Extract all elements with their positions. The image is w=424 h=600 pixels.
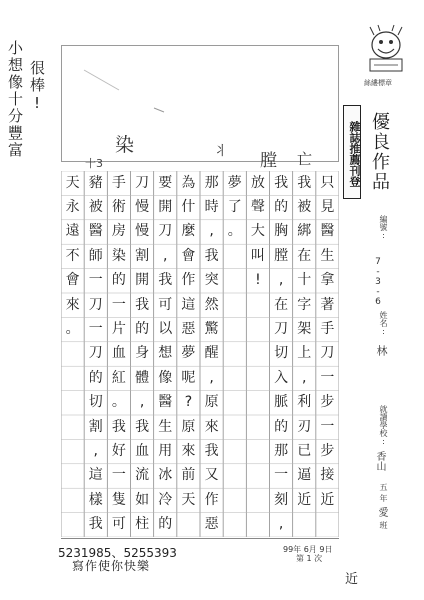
grid-char: 時 (204, 199, 219, 216)
grid-char: 來 (65, 296, 80, 313)
grid-char: 突 (204, 272, 219, 289)
grid-char: 接 (320, 467, 335, 484)
grid-char: 永 (65, 199, 80, 216)
grid-char: 逼 (297, 467, 312, 484)
grid-char: , (163, 247, 168, 264)
grid-char: 麼 (181, 223, 196, 240)
grid-char: 身 (135, 345, 150, 362)
grid-char: 步 (320, 394, 335, 411)
grid-char: 利 (297, 394, 312, 411)
grid-char: , (93, 443, 98, 460)
grid-char: 見 (320, 199, 335, 216)
grid-char: 切 (274, 345, 289, 362)
grid-char: ! (255, 272, 261, 289)
grid-char: 片 (111, 321, 126, 338)
grid-char: 架 (297, 321, 312, 338)
contact-phone: 5231985、5255393 (58, 546, 177, 560)
grade-label: 年 (379, 494, 388, 502)
grid-char: 手 (111, 174, 126, 191)
grid-char: 惡 (181, 321, 196, 338)
grid-char: 的 (158, 516, 173, 533)
grid-char: 我 (88, 516, 103, 533)
stamp-logo-icon (364, 23, 408, 75)
grid-char: 天 (181, 491, 196, 508)
teacher-comment (4, 40, 26, 159)
pencil-scribble (79, 60, 279, 120)
grid-char: 會 (181, 247, 196, 264)
grid-char: 惡 (204, 516, 219, 533)
handwritten-title-4: 亡 (297, 150, 313, 168)
grid-char: 為 (181, 174, 196, 191)
class-value: 愛 (376, 507, 387, 517)
grid-char: 用 (158, 443, 173, 460)
grid-char: 了 (227, 199, 242, 216)
stamp-label: 絲縷標章 (364, 79, 392, 87)
grid-char: 驚 (204, 321, 219, 338)
grid-char: 作 (181, 272, 196, 289)
grid-char: 的 (88, 369, 103, 386)
grid-char: 割 (88, 418, 103, 435)
grid-char: 放 (250, 174, 265, 191)
grid-char: , (139, 394, 145, 411)
grid-char: 我 (297, 174, 312, 191)
grid-char: 那 (204, 174, 219, 191)
grid-char: 只 (320, 174, 335, 191)
grid-char: 一 (274, 467, 289, 484)
teacher-comment-praise (26, 60, 48, 114)
grid-char: 的 (135, 321, 150, 338)
grid-char: 遠 (65, 223, 80, 240)
grid-char: , (278, 516, 284, 533)
grid-char: 步 (320, 443, 335, 460)
grid-char: 來 (181, 443, 196, 460)
grid-char: 夢 (181, 345, 196, 362)
grid-char: 刀 (320, 345, 335, 362)
grid-char: 豬 (88, 174, 103, 191)
grade-value: 五 (379, 483, 388, 491)
school-value: 香山 (374, 451, 385, 471)
grid-char: 醒 (204, 345, 219, 362)
side-info (373, 215, 418, 545)
grid-bottom-rule (61, 538, 339, 539)
grid-char: 冷 (158, 491, 173, 508)
grid-char: 刀 (274, 321, 289, 338)
grid-char: 上 (297, 345, 312, 362)
grid-char: 血 (111, 345, 126, 362)
grid-char: 在 (297, 247, 312, 264)
grid-char: 。 (227, 223, 242, 240)
award-title: 優良作品 (369, 112, 390, 192)
grid-char: 前 (181, 467, 196, 484)
grid-char: 胸 (274, 223, 289, 240)
grid-char: 會 (65, 272, 80, 289)
grid-char: 入 (274, 369, 289, 386)
grid-char: ? (184, 394, 193, 411)
grid-char: 不 (65, 247, 80, 264)
grid-char: 什 (181, 199, 196, 216)
date-line: 99年 6月 9日 (283, 545, 333, 554)
teacher-comment-line-1: 小想像十分豐富 (6, 40, 24, 159)
handwritten-title-1: 染 (115, 134, 136, 156)
name-label: 姓名: (379, 311, 388, 336)
grid-char: 刀 (88, 296, 103, 313)
grid-char: 聲 (250, 199, 265, 216)
grid-char: 原 (181, 418, 196, 435)
teacher-comment-line-2: 很棒! (28, 60, 46, 114)
grid-char: 刃 (297, 418, 312, 435)
grid-char: 拿 (320, 272, 335, 289)
grid-char: 的 (274, 418, 289, 435)
grid-char: 好 (111, 443, 126, 460)
grid-char: 。 (111, 394, 126, 411)
grid-char: 醫 (88, 223, 103, 240)
grid-char: 術 (111, 199, 126, 216)
grid-char: 字 (297, 296, 312, 313)
grid-char: 像 (158, 369, 173, 386)
grid-char: 紅 (111, 369, 126, 386)
footer-handwritten-note: 近 (345, 572, 359, 587)
school-label: 就讀學校: (379, 405, 388, 446)
grid-char: , (209, 223, 214, 240)
grid-char: 刀 (158, 223, 173, 240)
grid-char: 一 (111, 296, 126, 313)
grid-char: 隻 (111, 491, 126, 508)
handwritten-title-3: 膛 (260, 151, 277, 171)
writing-grid (61, 171, 339, 537)
grid-char: 我 (204, 443, 219, 460)
grid-char: 的 (111, 272, 126, 289)
grid-char: 醫 (158, 394, 173, 411)
grid-char: 手 (320, 321, 335, 338)
grid-char: 柱 (135, 516, 150, 533)
grid-char: 刀 (88, 345, 103, 362)
grid-char: , (278, 272, 284, 289)
grid-char: 近 (320, 491, 335, 508)
grid-char: 血 (135, 443, 150, 460)
grid-char: 以 (158, 321, 173, 338)
grid-char: 被 (297, 199, 312, 216)
number-value: 7-3-6 (373, 257, 383, 307)
grid-char: , (302, 369, 307, 386)
grid-char: 我 (274, 174, 289, 191)
grid-char: 我 (204, 247, 219, 264)
grid-char: 十 (297, 272, 312, 289)
grid-char: 又 (204, 467, 219, 484)
grid-char: , (209, 369, 214, 386)
grid-char: 房 (111, 223, 126, 240)
grid-char: 開 (158, 199, 173, 216)
grid-char: 被 (88, 199, 103, 216)
grid-char: 近 (297, 491, 312, 508)
handwritten-title-2: 丬 (214, 144, 228, 159)
grid-char: 可 (158, 296, 173, 313)
grid-char: 這 (88, 467, 103, 484)
grid-char: 割 (135, 247, 150, 264)
grid-char: 想 (158, 345, 173, 362)
grid-char: 著 (320, 296, 335, 313)
grid-char: 染 (111, 247, 126, 264)
grid-char: 叫 (250, 247, 265, 264)
grid-char: 。 (65, 321, 80, 338)
name-value: 林 (375, 345, 388, 356)
grid-char: 我 (111, 418, 126, 435)
grid-char: 師 (88, 247, 103, 264)
slogan: 寫作使你快樂 (72, 559, 151, 573)
recommend-badge: 雜誌推薦刊登 (343, 105, 361, 199)
grid-char: 原 (204, 394, 219, 411)
grid-char: 生 (320, 247, 335, 264)
grid-char: 刀 (135, 174, 150, 191)
grid-char: 醫 (320, 223, 335, 240)
grid-char: 開 (135, 272, 150, 289)
grid-char: 在 (274, 296, 289, 313)
grid-char: 體 (135, 369, 150, 386)
grid-char: 切 (88, 394, 103, 411)
grid-char: 脈 (274, 394, 289, 411)
grid-char: 大 (250, 223, 265, 240)
grid-char: 樣 (88, 491, 103, 508)
grid-char: 來 (204, 418, 219, 435)
grid-char: 這 (181, 296, 196, 313)
grid-char: 慢 (135, 199, 150, 216)
title-mark: 十3 (85, 157, 103, 170)
grid-char: 一 (320, 418, 335, 435)
grid-char: 呢 (181, 369, 196, 386)
grid-char: 一 (320, 369, 335, 386)
grid-char: 一 (111, 467, 126, 484)
grid-char: 冰 (158, 467, 173, 484)
grid-char: 刻 (274, 491, 289, 508)
grid-char: 我 (135, 296, 150, 313)
grid-char: 那 (274, 443, 289, 460)
grid-char: 綁 (297, 223, 312, 240)
grid-char: 已 (297, 443, 312, 460)
grid-char: 的 (274, 199, 289, 216)
grid-char: 天 (65, 174, 80, 191)
grid-char: 一 (88, 272, 103, 289)
page-line: 第 1 次 (296, 554, 323, 563)
grid-char: 要 (158, 174, 173, 191)
grid-char: 慢 (135, 223, 150, 240)
grid-char: 生 (158, 418, 173, 435)
class-label: 班 (379, 521, 388, 529)
grid-char: 一 (88, 321, 103, 338)
grid-char: 如 (135, 491, 150, 508)
grid-char: 我 (135, 418, 150, 435)
grid-char: 作 (204, 491, 219, 508)
grid-char: 夢 (227, 174, 242, 191)
grid-char: 我 (158, 272, 173, 289)
number-label: 編號: (379, 215, 388, 240)
grid-char: 膛 (274, 247, 289, 264)
grid-char: 然 (204, 296, 219, 313)
grid-char: 可 (111, 516, 126, 533)
grid-char: 流 (135, 467, 150, 484)
